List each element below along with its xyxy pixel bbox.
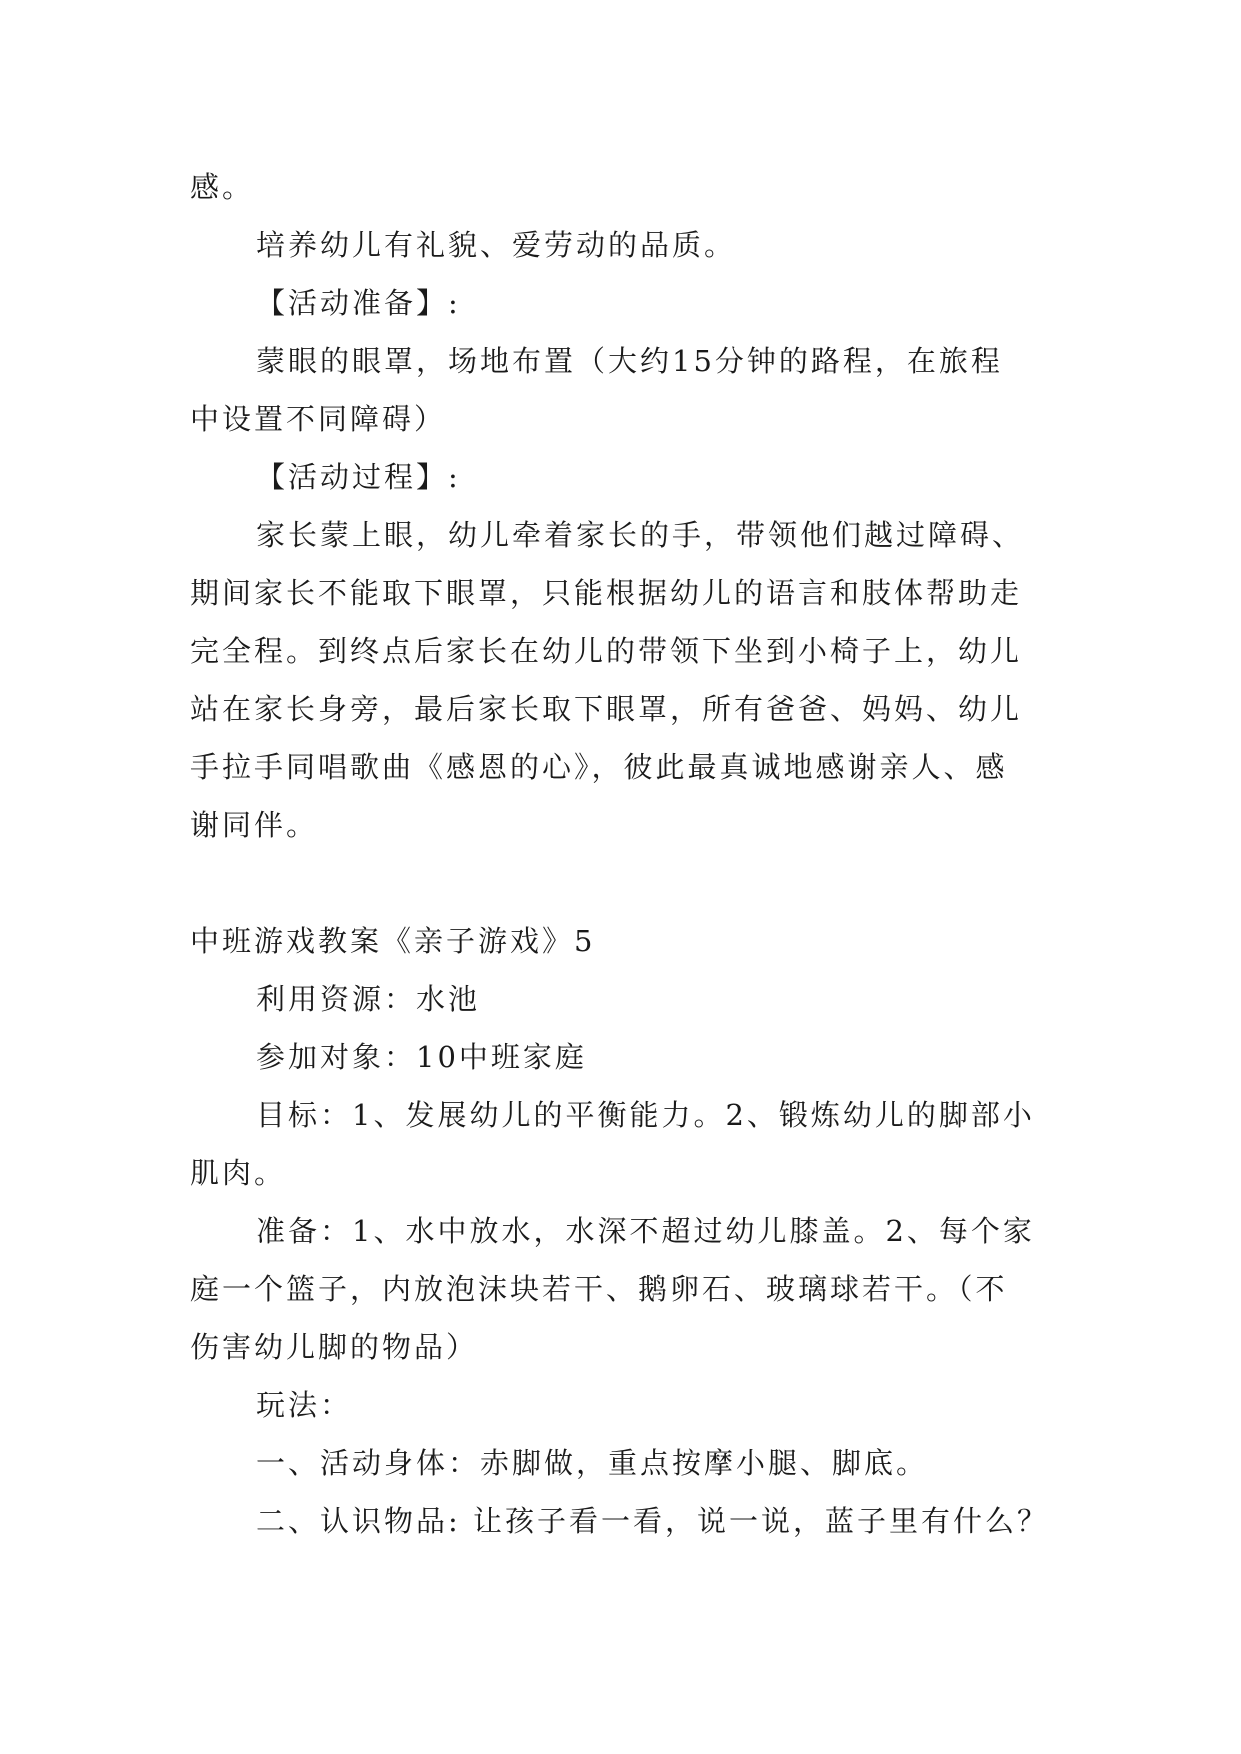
document-body xyxy=(190,158,1055,1550)
paragraph-line: 伤害幼儿脚的物品） xyxy=(190,1330,479,1364)
paragraph-line: 培养幼儿有礼貌、爱劳动的品质。 xyxy=(256,228,737,262)
paragraph-line: 站在家长身旁，最后家长取下眼罩，所有爸爸、妈妈、幼儿 xyxy=(190,692,1023,726)
paragraph-line: 玩法： xyxy=(256,1388,353,1422)
paragraph-line: 感。 xyxy=(190,170,255,204)
paragraph-line: 期间家长不能取下眼罩，只能根据幼儿的语言和肢体帮助走 xyxy=(190,576,1023,610)
paragraph-line: 蒙眼的眼罩，场地布置（大约15分钟的路程，在旅程 xyxy=(256,344,1003,378)
document-title: 中班游戏教案《亲子游戏》5 xyxy=(190,924,596,958)
paragraph-line: 利用资源：水池 xyxy=(256,982,481,1016)
paragraph-line: 二、认识物品: 让孩子看一看，说一说，蓝子里有什么？ xyxy=(256,1504,1049,1538)
paragraph-line: 谢同伴。 xyxy=(190,808,319,842)
paragraph-line: 准备：1、水中放水，水深不超过幼儿膝盖。2、每个家 xyxy=(256,1214,1035,1248)
paragraph-line: 一、活动身体：赤脚做，重点按摩小腿、脚底。 xyxy=(256,1446,929,1480)
paragraph-line: 中设置不同障碍） xyxy=(190,402,447,436)
paragraph-line: 肌肉。 xyxy=(190,1156,287,1190)
section-heading: 【活动准备】: xyxy=(256,286,461,320)
paragraph-line: 参加对象：10中班家庭 xyxy=(256,1040,587,1074)
paragraph-line: 目标：1、发展幼儿的平衡能力。2、锻炼幼儿的脚部小 xyxy=(256,1098,1035,1132)
paragraph-line: 庭一个篮子，内放泡沫块若干、鹅卵石、玻璃球若干。（不 xyxy=(190,1272,1008,1306)
paragraph-line: 家长蒙上眼，幼儿牵着家长的手，带领他们越过障碍、 xyxy=(256,518,1025,552)
paragraph-line: 手拉手同唱歌曲《感恩的心》，彼此最真诚地感谢亲人、感 xyxy=(190,750,1008,784)
paragraph-line: 完全程。到终点后家长在幼儿的带领下坐到小椅子上，幼儿 xyxy=(190,634,1023,668)
section-heading: 【活动过程】: xyxy=(256,460,461,494)
blank-line xyxy=(190,854,1055,912)
